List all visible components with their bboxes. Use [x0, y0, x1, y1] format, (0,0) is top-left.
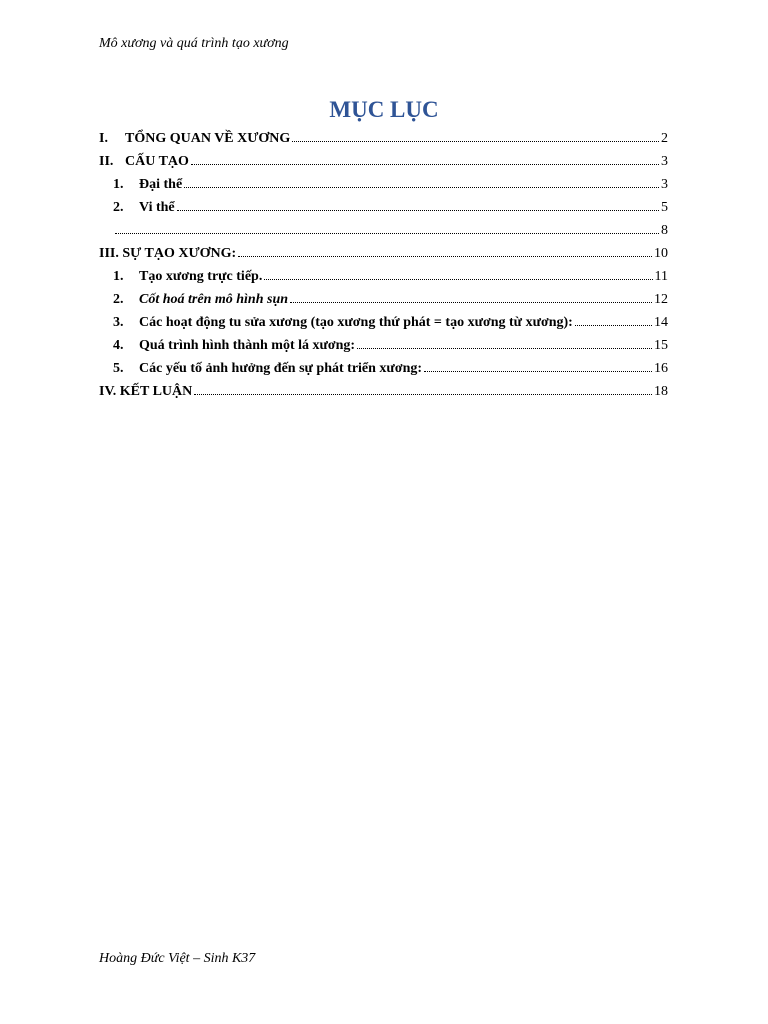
toc-number: 1. — [113, 269, 124, 284]
toc-number: 3. — [113, 315, 124, 330]
toc-page: 3 — [661, 154, 668, 169]
toc-page: 3 — [661, 177, 668, 192]
table-of-contents — [99, 127, 668, 403]
dot-leader — [115, 232, 659, 234]
toc-page: 14 — [654, 315, 668, 330]
page-footer: Hoàng Đức Việt – Sinh K37 — [99, 951, 256, 966]
dot-leader — [238, 255, 652, 257]
toc-label: CẤU TẠO — [125, 154, 189, 169]
toc-entry-blank[interactable] — [99, 219, 668, 242]
toc-page: 11 — [654, 269, 668, 284]
toc-label: Đại thể — [139, 177, 183, 192]
dot-leader — [194, 393, 652, 395]
toc-label: Tạo xương trực tiếp. — [139, 269, 263, 284]
toc-entry-su-tao-xuong[interactable] — [99, 242, 668, 265]
dot-leader — [424, 370, 652, 372]
toc-entry-yeu-to[interactable] — [99, 357, 668, 380]
toc-page: 2 — [661, 131, 668, 146]
dot-leader — [264, 278, 652, 280]
toc-number: 2. — [113, 200, 124, 215]
toc-number: I. — [99, 131, 108, 146]
toc-entry-la-xuong[interactable] — [99, 334, 668, 357]
toc-page: 18 — [654, 384, 668, 399]
toc-page: 5 — [661, 200, 668, 215]
toc-page: 8 — [661, 223, 668, 238]
toc-entry-vi-the[interactable] — [99, 196, 668, 219]
toc-label: III. SỰ TẠO XƯƠNG: — [99, 246, 237, 261]
dot-leader — [184, 186, 659, 188]
toc-entry-tong-quan[interactable] — [99, 127, 668, 150]
toc-entry-tu-sua-xuong[interactable] — [99, 311, 668, 334]
page-title: MỤC LỤC — [329, 97, 439, 122]
toc-label: Cốt hoá trên mô hình sụn — [139, 292, 289, 307]
toc-label: Các yếu tố ảnh hưởng đến sự phát triển xương: — [139, 361, 423, 376]
toc-number: 4. — [113, 338, 124, 353]
dot-leader — [177, 209, 659, 211]
toc-entry-ket-luan[interactable] — [99, 380, 668, 403]
toc-page: 16 — [654, 361, 668, 376]
toc-page: 10 — [654, 246, 668, 261]
dot-leader — [357, 347, 652, 349]
toc-page: 15 — [654, 338, 668, 353]
dot-leader — [191, 163, 659, 165]
toc-number: II. — [99, 154, 114, 169]
toc-label: Các hoạt động tu sửa xương (tạo xương thứ phát = tạo xương từ xương): — [139, 315, 573, 330]
toc-number: 5. — [113, 361, 124, 376]
page-header: Mô xương và quá trình tạo xương — [99, 36, 289, 51]
toc-entry-cot-hoa[interactable] — [99, 288, 668, 311]
toc-number: 2. — [113, 292, 124, 307]
dot-leader — [575, 324, 652, 326]
toc-entry-tao-xuong-truc-tiep[interactable] — [99, 265, 668, 288]
dot-leader — [292, 140, 659, 142]
toc-entry-dai-the[interactable] — [99, 173, 668, 196]
dot-leader — [290, 301, 652, 303]
toc-label: IV. KẾT LUẬN — [99, 384, 193, 399]
toc-label: TỔNG QUAN VỀ XƯƠNG — [125, 131, 291, 146]
toc-number: 1. — [113, 177, 124, 192]
toc-label: Vi thể — [139, 200, 175, 215]
toc-label: Quá trình hình thành một lá xương: — [139, 338, 356, 353]
toc-page: 12 — [654, 292, 668, 307]
toc-entry-cau-tao[interactable] — [99, 150, 668, 173]
